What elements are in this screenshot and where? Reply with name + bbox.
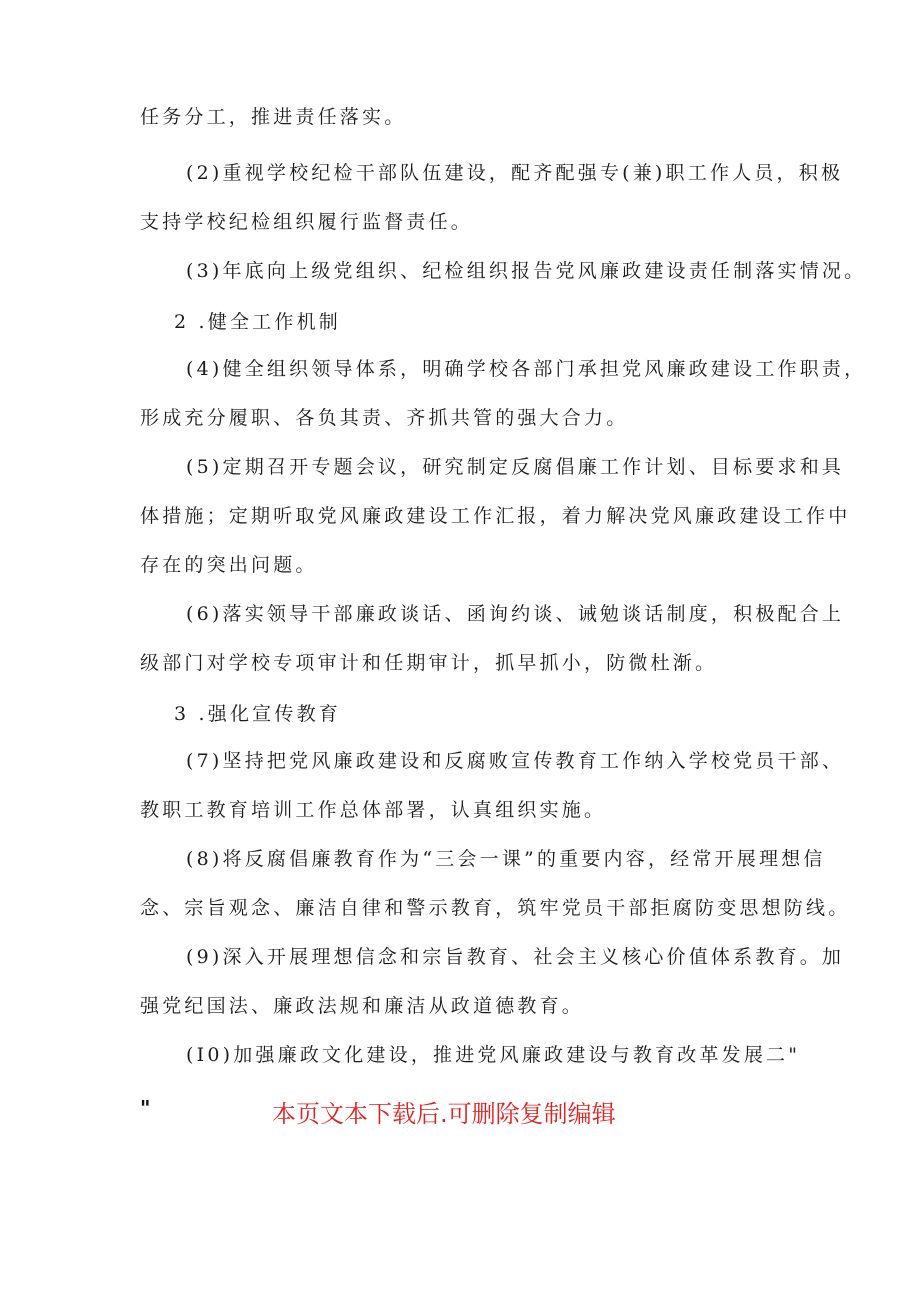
text-line-3: 支持学校纪检组织履行监督责任。	[140, 211, 474, 233]
section-heading-2: 2 .健全工作机制	[174, 311, 341, 333]
text-line-15: 教职工教育培训工作总体部署，认真组织实施。	[140, 799, 607, 821]
text-line-4: (3)年底向上级党组织、纪检组织报告党风廉政建设责任制落实情况。	[186, 260, 867, 282]
download-note: 本页文本下载后.可删除复制编辑	[272, 1100, 616, 1128]
text-line-1: 任务分工，推进责任落实。	[140, 106, 407, 128]
text-line-7: 形成充分履职、各负其责、齐抓共管的强大合力。	[140, 407, 629, 429]
text-line-6: (4)健全组织领导体系，明确学校各部门承担党风廉政建设工作职责，	[186, 358, 867, 380]
text-line-9: 体措施；定期听取党风廉政建设工作汇报，着力解决党风廉政建设工作中	[140, 505, 851, 527]
text-line-2: (2)重视学校纪检干部队伍建设，配齐配强专(兼)职工作人员，积极	[186, 162, 844, 184]
text-line-8: (5)定期召开专题会议，研究制定反腐倡廉工作计划、目标要求和具	[186, 456, 845, 478]
text-line-20: (I0)加强廉政文化建设，推进党风廉政建设与教育改革发展二"	[186, 1044, 801, 1066]
text-line-11: (6)落实领导干部廉政谈话、函询约谈、诫勉谈话制度，积极配合上	[186, 603, 845, 625]
text-line-17: 念、宗旨观念、廉洁自律和警示教育，筑牢党员干部拒腐防变思想防线。	[140, 897, 851, 919]
text-line-10: 存在的突出问题。	[140, 554, 318, 576]
text-line-14: (7)坚持把党风廉政建设和反腐败宣传教育工作纳入学校党员干部、	[186, 750, 845, 772]
text-line-16: (8)将反腐倡廉教育作为“三会一课”的重要内容，经常开展理想信	[186, 848, 826, 870]
text-line-18: (9)深入开展理想信念和宗旨教育、社会主义核心价值体系教育。加	[186, 946, 845, 968]
text-line-19: 强党纪国法、廉政法规和廉洁从政道德教育。	[140, 995, 585, 1017]
footer-quote-mark: "	[140, 1096, 151, 1120]
section-heading-3: 3 .强化宣传教育	[174, 703, 341, 725]
text-line-12: 级部门对学校专项审计和任期审计，抓早抓小，防微杜渐。	[140, 652, 718, 674]
